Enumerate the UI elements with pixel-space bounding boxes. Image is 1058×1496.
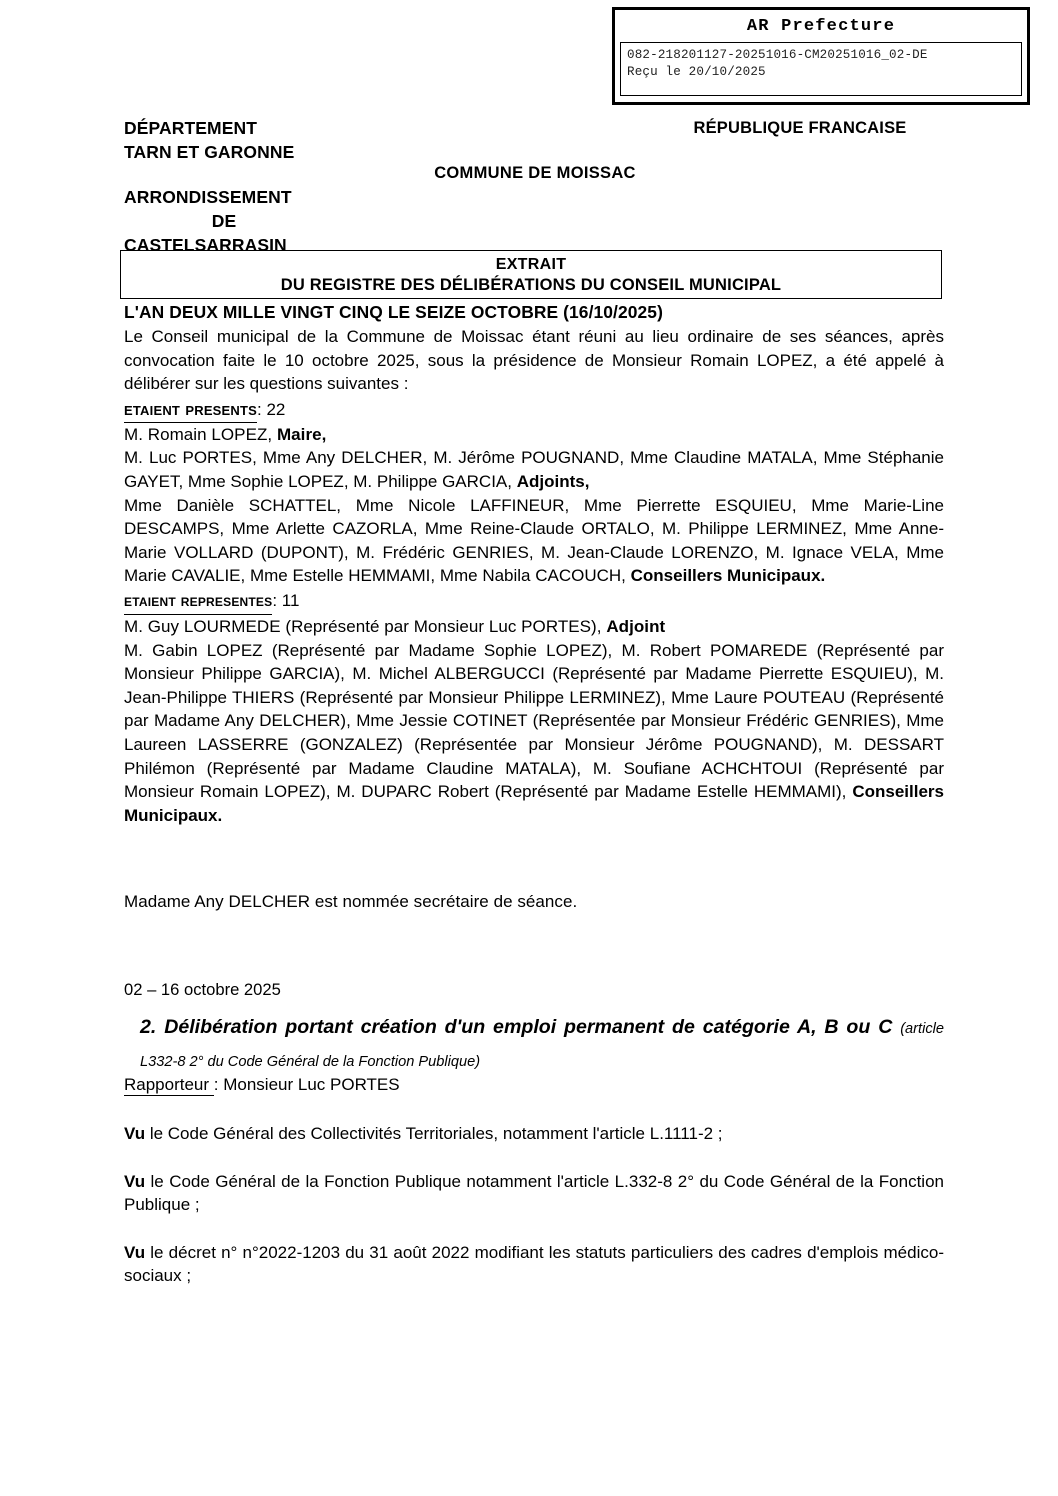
represented-names-line [124,639,944,828]
ar-prefecture-stamp [612,7,1030,105]
deliberation-title-block [140,1012,944,1078]
commune-title: COMMUNE DE MOISSAC [434,164,636,182]
councillors-role: Conseillers Municipaux. [630,566,826,586]
deliberation-date-ref: 02 – 16 octobre 2025 [124,980,281,999]
department-block [124,117,294,164]
vu-text: le Code Général de la Fonction Publique notamment l'article L.332-8 2° du Code Général de la Fonction Publique ; [124,1171,944,1215]
vu-clause [124,1122,944,1146]
represented-role: Conseillers Municipaux. [124,782,944,825]
secretary-line: Madame Any DELCHER est nommée secrétaire de séance. [124,892,578,911]
session-date-heading: L'AN DEUX MILLE VINGT CINQ LE SEIZE OCTOBRE (16/10/2025) [124,302,663,322]
session-body [124,300,944,827]
arrondissement-de: DE [211,210,237,231]
present-label: etaient presents [124,397,257,423]
arrondissement-block [124,186,324,258]
deliberation-title: Délibération portant création d'un emploi permanent de catégorie A, B ou C [164,1016,893,1038]
adjoints-role: Adjoints, [516,471,590,491]
vu-clause [124,1170,944,1217]
extract-line-2: DU REGISTRE DES DÉLIBÉRATIONS DU CONSEIL MUNICIPAL [280,276,782,294]
mayor-name: M. Romain LOPEZ, [124,424,277,444]
represented-adjoint-role: Adjoint [606,616,666,636]
republic-title: RÉPUBLIQUE FRANCAISE [693,119,907,137]
represented-count: : 11 [272,590,300,610]
mayor-role: Maire, [276,424,327,444]
mayor-line [124,423,944,447]
arrondissement-label: ARRONDISSEMENT [124,187,292,207]
vu-clauses [124,1122,944,1288]
vu-prefix: Vu [124,1171,146,1191]
arrondissement-name: CASTELSARRASIN [124,234,287,255]
session-intro: Le Conseil municipal de la Commune de Moissac étant réuni au lieu ordinaire de ses séances, après convocation faite le 10 octobre 2025, sous la présidence de Monsieur Romain LOPEZ, a été appelé à délibérer sur les questions suivantes : [124,327,944,394]
vu-prefix: Vu [124,1124,146,1143]
present-row [124,397,944,423]
represented-label: etaient representes [124,589,272,615]
rapporteur-value: : Monsieur Luc PORTES [213,1075,400,1094]
department-label: DÉPARTEMENT [124,118,257,138]
present-count: : 22 [257,399,286,419]
represented-names: M. Gabin LOPEZ (Représenté par Madame Sophie LOPEZ), M. Robert POMAREDE (Représenté par Monsieur Philippe GARCIA), M. Michel ALBERGUCCI (Représenté par Madame Pierrette ESQUIEU), M. Jean-Philippe THIERS (Représenté par Monsieur Philippe LERMINEZ), Mme Laure POUTEAU (Représenté par Madame Any DELCHER), Mme Jessie COTINET (Représentée par Monsieur Frédéric GENRIES), Mme Laureen LASSERRE (GONZALEZ) (Représentée par Monsieur Jérôme POUGNAND), M. DESSART Philémon (Représenté par Madame Claudine MATALA), M. Soufiane ACHCHTOUI (Représenté par Monsieur Romain LOPEZ), M. DUPARC Robert (Représenté par Madame Estelle HEMMAMI), [124,640,944,802]
ar-stamp-title: AR Prefecture [746,17,896,36]
vu-text: le décret n° n°2022-1203 du 31 août 2022 modifiant les statuts particuliers des cadres d'emplois médico-sociaux ; [124,1242,944,1286]
vu-text: le Code Général des Collectivités Territoriales, notamment l'article L.1111-2 ; [145,1124,723,1143]
deliberation-number: 2. [140,1016,157,1038]
adjoints-names: M. Luc PORTES, Mme Any DELCHER, M. Jérôme POUGNAND, Mme Claudine MATALA, Mme Stéphanie GAYET, Mme Sophie LOPEZ, M. Philippe GARCIA, [124,448,944,491]
represented-adjoint-line [124,615,944,639]
department-name: TARN ET GARONNE [124,141,295,162]
vu-clause [124,1241,944,1288]
ar-stamp-details [620,42,1022,96]
councillors-line [124,494,944,588]
adjoints-line [124,446,944,493]
rapporteur-label: Rapporteur [124,1075,214,1094]
represented-row [124,589,944,615]
deliberation-title-reference: (article L332-8 2° du Code Général de la Fonction Publique) [140,1021,944,1070]
represented-adjoint-name: M. Guy LOURMEDE (Représenté par Monsieur Luc PORTES), [124,616,607,636]
extract-box [120,250,942,299]
councillors-names: Mme Danièle SCHATTEL, Mme Nicole LAFFINEUR, Mme Pierrette ESQUIEU, Mme Marie-Line DESCAMPS, Mme Arlette CAZORLA, Mme Reine-Claude ORTALO, M. Philippe LERMINEZ, Mme Anne-Marie VOLLARD (DUPONT), M. Frédéric GENRIES, M. Jean-Claude LORENZO, M. Ignace VELA, Mme Marie CAVALIE, Mme Estelle HEMMAMI, Mme Nabila CACOUCH, [124,495,944,586]
extract-line-1: EXTRAIT [495,256,567,273]
vu-prefix: Vu [124,1242,146,1262]
ar-stamp-reference: 082-218201127-20251016-CM20251016_02-DE [627,48,928,62]
ar-stamp-received: Reçu le 20/10/2025 [627,65,766,79]
rapporteur-line [124,1075,400,1095]
